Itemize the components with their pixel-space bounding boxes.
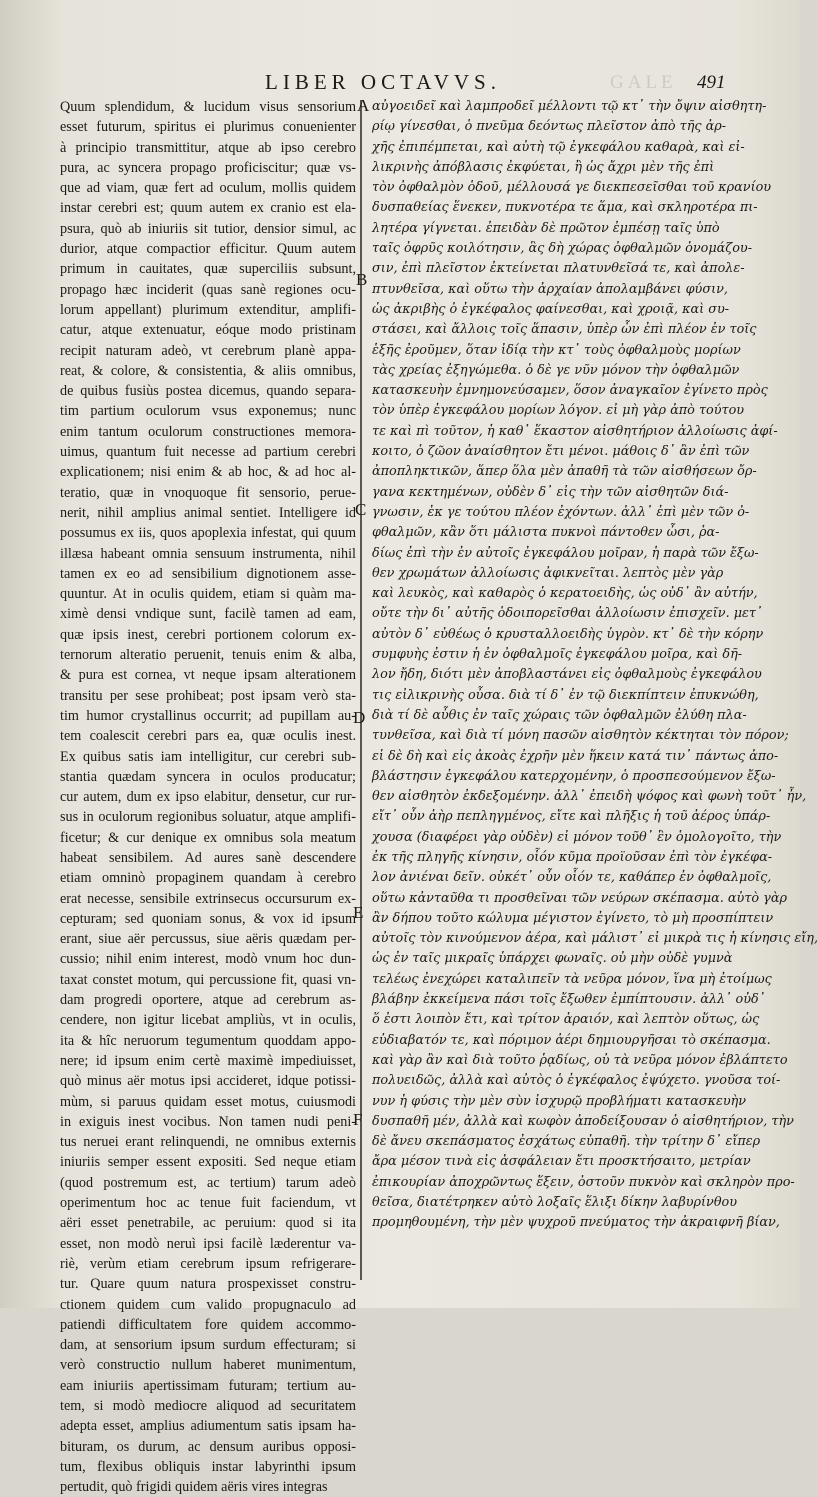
greek-text-line: στάσει, καὶ ἄλλοις τοῖς ἅπασιν, ὑπὲρ ὧν ἐπὶ πλέον ἐν τοῖς: [372, 322, 757, 338]
latin-text-line: esset, non modò neruì ipsi facilè læderentur va-: [60, 1235, 356, 1252]
greek-text-line: ὡς ἀκριβὴς ὁ ἐγκέφαλος φαίνεσθαι, καὶ χροιᾷ, καὶ συ-: [372, 301, 730, 317]
latin-text-line: sus in oculorum regionibus soluatur, atque amplifi-: [60, 809, 356, 826]
greek-text-line: ταῖς ὀφρῦς κοιλότησιν, ἃς δὴ χώρας ὀφθαλμῶν ὀνομάζου-: [372, 241, 753, 257]
latin-text-line: durior, atque compactior efficitur. Quum autem: [60, 241, 356, 258]
greek-text-line: αὐγοειδεῖ καὶ λαμπροδεῖ μέλλοντι τῷ κτ᾽ τὴν ὄψιν αἰσθητη-: [372, 99, 767, 114]
latin-text-line: nere; id ipsum enim certè maximè impediuisset,: [60, 1052, 356, 1069]
greek-text-line: λικρινὴς ἀπόβλασις ἐκφύεται, ἢ ὡς ἄχρι μὲν τῆς ἐπὶ: [372, 159, 715, 175]
greek-text-line: ἑξῆς ἐροῦμεν, ὅταν ἰδίᾳ τὴν κτ᾽ τοὺς ὀφθαλμοὺς μορίων: [372, 342, 741, 358]
latin-text-line: uimus, quantum fuit necesse ad partium cerebri: [60, 444, 356, 461]
greek-text-line: εἰ δὲ δὴ καὶ εἰς ἀκοὰς ἐχρῆν μὲν ἥκειν κατά τιν᾽ πάντως ἀπο-: [372, 748, 779, 764]
latin-text-line: quò minus aër motus ipsi accideret, idque potissi-: [60, 1073, 356, 1090]
margin-marker-c: C: [355, 500, 367, 519]
latin-text-line: dam progredi oportere, atque ad cerebrum as-: [60, 992, 356, 1009]
latin-text-line: habeat sensibilem. Ad aures sanè descendere: [60, 849, 356, 866]
latin-text-line: tem coalescit cerebri pars ea, quæ oculis inest.: [60, 728, 356, 745]
greek-text-line: εὐδιαβατόν τε, καὶ πόριμον ἀέρι δημιουργῆσαι τὸ σκέπασμα.: [372, 1032, 771, 1048]
latin-text-line: tim humor crystallinus occurrit; ad pupillam au-: [60, 707, 356, 724]
running-title: LIBER OCTAVVS.: [265, 70, 501, 94]
latin-text-line: cepturam; sed quoniam sonus, & vox id ipsum: [60, 910, 356, 927]
greek-text-line: ἂν δήπου τοῦτο κώλυμα μέγιστον ἐγίνετο, τὸ μὴ προσπίπτειν: [372, 910, 774, 926]
latin-text-line: transitu per sese prohibeat; post ipsam verò sta-: [60, 687, 356, 704]
latin-text-line: stantia quædam syncera in oculos producatur;: [60, 768, 356, 785]
greek-text-line: ὅ ἐστι λοιπὸν ἔτι, καὶ τρίτον ἀραιόν, καὶ λεπτὸν οὕτως, ὡς: [372, 1012, 760, 1028]
greek-text-line: θεν χρωμάτων ἀλλοίωσις ἀφικνεῖται. λεπτὸς μὲν γὰρ: [372, 565, 724, 581]
latin-text-line: quuntur. At in oculis quidem, etiam si quàm ma-: [60, 586, 356, 603]
latin-text-line: taxat constet motum, qui percussione fit, quasi vn-: [60, 971, 356, 988]
greek-text-line: κατασκευὴν ἐμνημονεύσαμεν, ὅσον ἀναγκαῖον ἐγίνετο πρὸς: [372, 383, 768, 399]
latin-text-line: explicationem; nisi enim & ab hoc, & ad hoc al-: [60, 464, 356, 481]
latin-text-line: psura, quò ab iniuriis sit tutior, densior simul, ac: [60, 220, 356, 237]
greek-text-line: εἴτ᾽ οὖν ἀὴρ πεπληγμένος, εἴτε καὶ πλῆξις ἡ τοῦ ἀέρος ὑπάρ-: [372, 809, 771, 825]
greek-text-line: ἄρα μέσον τινὰ εἰς ἀσφάλειαν ἔτι προσκτήσαιτο, μετρίαν: [372, 1154, 751, 1170]
greek-text-line: θεῖσα, διατέτρηκεν αὐτὸ λοξαῖς ἕλιξι δίκην λαβυρίνθου: [372, 1195, 738, 1211]
latin-text-line: & pura est cornea, vt neque ipsam alterationem: [60, 667, 356, 684]
greek-column: [372, 97, 818, 1234]
margin-marker-d: D: [353, 708, 366, 727]
latin-text-line: adepta esset, amplius adiumentum satis ipsam ha-: [60, 1418, 356, 1435]
latin-text-line: ficetur; & cur denique ex omnibus sola meatum: [60, 829, 356, 846]
greek-text-line: τις εἰλικρινὴς οὖσα. διὰ τί δ᾽ ἐν τῷ διεκπίπτειν ἐπυκνώθη,: [372, 687, 759, 703]
latin-text-line: ximè densi vndique sunt, facilè tamen ad eam,: [60, 606, 356, 623]
latin-text-line: eam iniuriis apertissimam futuram; tertium au-: [60, 1377, 356, 1394]
latin-text-line: etiam omninò propaginem quandam à cerebro: [60, 870, 356, 887]
latin-text-line: primum in cauitates, quæ superciliis subsunt,: [60, 261, 356, 278]
page-number: 491: [697, 72, 726, 93]
greek-text-line: λητέρα γίγνεται. ἐπειδὰν δὲ πρῶτον ἐμπέσῃ ταῖς ὑπὸ: [372, 220, 720, 236]
greek-text-line: θεν αἰσθητὸν ἐκδεξομένην. ἀλλ᾽ ἐπειδὴ ψόφος καὶ φωνὴ τοῦτ᾽ ἦν,: [372, 789, 807, 805]
greek-text-line: ἐπικουρίαν ἀποχρῶντως ἕξειν, ὀστοῦν πυκνὸν καὶ σκληρὸν προ-: [372, 1174, 795, 1190]
latin-text-line: Quum splendidum, & lucidum visus sensorium: [60, 99, 356, 115]
latin-text-line: cussio; nihil enim interest, modò vnum hoc dun-: [60, 951, 356, 968]
margin-marker-b: B: [356, 270, 368, 289]
latin-text-line: dam, at sensorium ipsum surdum effecturam; si: [60, 1337, 356, 1354]
latin-text-line: reat, & colore, & consistentia, & aliis omnibus,: [60, 362, 356, 379]
greek-text-line: τὰς χρείας ἐξηγώμεθα. ὁ δὲ γε νῦν μόνον τὴν ὀφθαλμῶν: [372, 362, 740, 378]
greek-text-line: λον ἀνιέναι δεῖν. οὐκέτ᾽ οὖν οἷόν τε, καθάπερ ἐν ὀφθαλμοῖς,: [372, 870, 772, 886]
greek-text-line: δὲ ἄνευ σκεπάσματος ἐσχάτως εὐπαθῆ. τὴν τρίτην δ᾽ εἴπερ: [372, 1134, 761, 1150]
page-header: [0, 70, 800, 96]
greek-text-line: βλάστησιν ἐγκεφάλου κατερχομένην, ὁ προσπεσούμενον ἔξω-: [372, 768, 776, 784]
greek-text-line: σιν, ἐπὶ πλεῖστον ἐκτείνεται πλατυνθεῖσά τε, καὶ ἀπολε-: [372, 261, 745, 277]
latin-text-line: tus neruei erant relinquendi, ne omnibus externis: [60, 1134, 356, 1151]
latin-text-line: in exiguis inest vocibus. Non tamen nudi peni-: [60, 1113, 356, 1130]
greek-text-line: τε καὶ πὶ τοῦτον, ἡ καθ᾽ ἕκαστον αἰσθητήριον ἀλλοίωσις ἀφί-: [372, 423, 778, 439]
greek-text-line: χουσα (διαφέρει γὰρ οὐδὲν) εἰ μόνον τοῦθ᾽ ἓν ὁμολογοῖτο, τὴν: [372, 829, 782, 845]
latin-text-line: riè, verùm etiam cerebrum ipsum refrigerare-: [60, 1255, 356, 1272]
latin-text-line: operimentum hoc ac tenue fuit faciendum, vt: [60, 1195, 356, 1212]
latin-text-line: tum, flexibus obliquis instar labyrinthi ipsum: [60, 1458, 356, 1475]
greek-text-line: αὐτοῖς τὸν κινούμενον ἀέρα, καὶ μάλιστ᾽ εἰ μικρὰ τις ἡ κίνησις εἴη,: [372, 931, 818, 947]
margin-marker-f: F: [353, 1110, 363, 1129]
greek-text-line: πολυειδῶς, ἀλλὰ καὶ αὐτὸς ὁ ἐγκέφαλος ἐψύχετο. γνοῦσα τοί-: [372, 1073, 781, 1089]
latin-text-line: teratio, quæ in vnoquoque fit sensorio, perue-: [60, 484, 356, 501]
greek-text-line: δίως ἐπὶ τὴν ἐν αὐτοῖς ἐγκεφάλου μοῖραν, ἡ παρὰ τῶν ἔξω-: [372, 545, 759, 561]
latin-text-line: bituram, os durum, ac densum auribus opposi-: [60, 1438, 356, 1455]
greek-text-line: πτυνθεῖσα, καὶ οὕτω τὴν ἀρχαίαν ἀπολαμβάνει φύσιν,: [372, 281, 728, 297]
latin-text-line: propago hæc inciderit (quas sanè regiones ocu-: [60, 281, 356, 298]
greek-text-line: συμφυὴς ἐστιν ἡ ἐν ὀφθαλμοῖς ἐγκεφάλου μοῖρα, καὶ δῆ-: [372, 647, 743, 663]
latin-text-line: esset futurum, spiritus ei plurimus conuenienter: [60, 119, 356, 136]
latin-text-line: erat necesse, sensibile extrinsecus occursurum ex-: [60, 890, 356, 907]
latin-text-line: lorum appellant) plurimum extenditur, amplifi-: [60, 301, 356, 318]
latin-text-line: iniuriis semper essent expositi. Sed neque etiam: [60, 1154, 356, 1171]
latin-text-line: (quod postremum est, ac tertium) tarum adeò: [60, 1174, 356, 1191]
latin-text-line: illæsa habeant omnia sensuum instrumenta, nihil: [60, 545, 356, 562]
latin-text-line: quæ ipsis inest, cerebri portionem colorum ex-: [60, 626, 356, 643]
greek-text-line: δυσπαθῆ μέν, ἀλλὰ καὶ κωφὸν ἀποδείξουσαν ὁ αἰσθητήριον, τὴν: [372, 1113, 794, 1129]
latin-text-line: mùm, si paruus quidam esset motus, cuiusmodi: [60, 1093, 356, 1110]
latin-text-line: ternorum alteratio peruenit, tenuis enim & alba,: [60, 647, 356, 664]
greek-text-line: καὶ γὰρ ἂν καὶ διὰ τοῦτο ῥᾳδίως, οὐ τὰ νεῦρα μόνον ἐβλάπτετο: [372, 1052, 788, 1068]
greek-text-line: καὶ λευκὸς, καὶ καθαρὸς ὁ κερατοειδὴς, ὡς οὐδ᾽ ἂν αὐτήν,: [372, 586, 758, 602]
latin-text-line: tim partium oculorum vsus exponemus; nunc: [60, 403, 356, 420]
latin-text-line: Ex quibus satis iam intelligitur, cur cerebri sub-: [60, 748, 356, 765]
greek-text-line: ρίῳ γίνεσθαι, ὁ πνεῦμα δεόντως πλεῖστον ἀπὸ τῆς ἀρ-: [372, 119, 727, 135]
latin-text-line: cendere, non igitur licebat ampliùs, vt in oculis,: [60, 1012, 356, 1029]
latin-text-line: pertudit, quò frigidi quidem aëris vires integras: [60, 1479, 328, 1496]
greek-text-line: χῆς ἐπιπέμπεται, καὶ αὐτὴ τῷ ἐγκεφάλου καθαρὰ, καὶ εἰ-: [372, 139, 745, 155]
greek-text-line: ὡς ἐν ταῖς μικραῖς ὑπάρχει φωναῖς. οὐ μὴν οὐδὲ γυμνὰ: [372, 951, 733, 967]
latin-text-line: cur autem, dum ex ipso elabitur, densetur, cur rur-: [60, 789, 356, 806]
latin-text-line: tamen ex eo ad sensibilium dignotionem asse-: [60, 565, 356, 582]
latin-text-line: enim tantum oculorum constructiones memora-: [60, 423, 356, 440]
latin-text-line: catur, atque extenuatur, eóque modo pristinam: [60, 322, 356, 339]
greek-text-line: φθαλμῶν, κἂν ὅτι μάλιστα πυκνοὶ πάντοθεν ὦσι, ῥα-: [372, 525, 720, 541]
latin-text-line: erant, siue aër percussus, siue aëris quædam per-: [60, 931, 356, 948]
greek-text-line: προμηθουμένη, τὴν μὲν ψυχροῦ πνεύματος τὴν ἀκραιφνῆ βίαν,: [372, 1215, 780, 1231]
greek-text-line: οὕτω κἀνταῦθα τι προσθεῖναι τῶν νεύρων σκέπασμα. αὐτὸ γὰρ: [372, 890, 787, 906]
latin-text-line: que ad viam, quæ fert ad oculum, mollis quidem: [60, 180, 356, 197]
latin-text-line: nerit, nihil amplius animal sentiet. Intelligere id: [60, 504, 356, 521]
margin-marker-a: A: [357, 96, 370, 115]
greek-text-line: τυνθεῖσα, καὶ διὰ τί μόνη πασῶν αἰσθητὸν κέκτηται τὸν πόρον;: [372, 728, 789, 744]
greek-text-line: τὸν ὑπὲρ ἐγκεφάλου μορίων λόγον. εἰ μὴ γὰρ ἀπὸ τούτου: [372, 403, 745, 419]
greek-text-line: αὐτὸν δ᾽ εὐθέως ὁ κρυσταλλοειδὴς ὑγρὸν. κτ᾽ δὲ τὴν κόρην: [372, 626, 764, 642]
greek-text-line: γνωσιν, ἐκ γε τούτου πλέον ἐχόντων. ἀλλ᾽ ἐπὶ μὲν τῶν ὀ-: [372, 504, 750, 520]
latin-text-line: verò constructio nullum haberet munimentum,: [60, 1357, 356, 1374]
greek-text-line: κοιτο, ὁ ζῶον ἀναίσθητον ἔτι μένοι. μάθοις δ᾽ ἂν ἐπὶ τῶν: [372, 444, 750, 460]
margin-marker-e: E: [353, 903, 364, 922]
greek-text-line: λον ἤδη, διότι μὲν ἀποβλαστάνει εἰς ὀφθαλμοὺς ἐγκεφάλου: [372, 667, 762, 683]
latin-text-line: ctionem quidem cum valido propugnaculo ad: [60, 1296, 356, 1313]
latin-text-line: pura, ac syncera propago proficiscitur; quæ vs-: [60, 159, 356, 176]
greek-text-line: βλάβην ἐκκείμενα πάσι τοῖς ἔξωθεν ἐμπίπτουσιν. ἀλλ᾽ οὐδ᾽: [372, 992, 766, 1008]
latin-text-line: ita & hîc neruorum tegumentum quoddam appo-: [60, 1032, 356, 1049]
greek-text-line: τελέως ἐνεχώρει καταλιπεῖν τὰ νεῦρα μόνον, ἵνα μὴ ἐτοίμως: [372, 971, 772, 987]
bleed-through-text: GALE: [610, 72, 677, 93]
latin-column: [60, 97, 356, 1497]
greek-text-line: ἀποπληκτικῶν, ἅπερ ὅλα μὲν ἀπαθῆ τὰ τῶν αἰσθήσεων ὄρ-: [372, 464, 757, 480]
greek-text-line: ἐκ τῆς πληγῆς κίνησιν, οἷόν κῦμα προϊοῦσαν ἐπὶ τὸν ἐγκέφα-: [372, 849, 773, 865]
latin-text-line: possumus ex iis, quos apoplexia infestat, qui quum: [60, 525, 356, 542]
latin-text-line: aëri esset penetrabile, ac peruium: quod si ita: [60, 1215, 356, 1232]
latin-text-line: instar cerebri est; quum autem ex cranio est ela-: [60, 200, 356, 217]
greek-text-line: δυσπαθείας ἕνεκεν, πυκνοτέρα τε ἅμα, καὶ σκληροτέρα πι-: [372, 200, 758, 216]
latin-text-line: tur. Quare quum natura prospexisset constru-: [60, 1276, 356, 1293]
greek-text-line: οὔτε τὴν δι᾽ αὐτῆς ὁδοιπορεῖσθαι ἀλλοίωσιν ἐπισχεῖν. μετ᾽: [372, 606, 763, 622]
greek-text-line: νυν ἡ φύσις τὴν μὲν σὺν ἰσχυρῷ προβλήματι κατασκευὴν: [372, 1093, 747, 1109]
latin-text-line: patiendi difficultatem fore quidem accommo-: [60, 1316, 356, 1333]
greek-text-line: διὰ τί δὲ αὖθις ἐν ταῖς χώραις τῶν ὀφθαλμῶν ἐλύθη πλα-: [372, 707, 747, 723]
greek-text-line: τὸν ὀφθαλμὸν ὁδοῦ, μέλλουσά γε διεκπεσεῖσθαι τοῦ κρανίου: [372, 180, 772, 196]
latin-text-line: de quibus fusiùs postea dicemus, quando separa-: [60, 383, 356, 400]
latin-text-line: recipit naturam adeò, vt cerebrum planè appa-: [60, 342, 356, 359]
latin-text-line: tem, si modò mediocre aliquod ad securitatem: [60, 1398, 356, 1414]
greek-text-line: γανα κεκτημένων, οὐδὲν δ᾽ εἰς τὴν τῶν αἰσθητῶν διά-: [372, 484, 729, 500]
latin-text-line: à principio transmittitur, atque ab ipso cerebro: [60, 139, 356, 156]
